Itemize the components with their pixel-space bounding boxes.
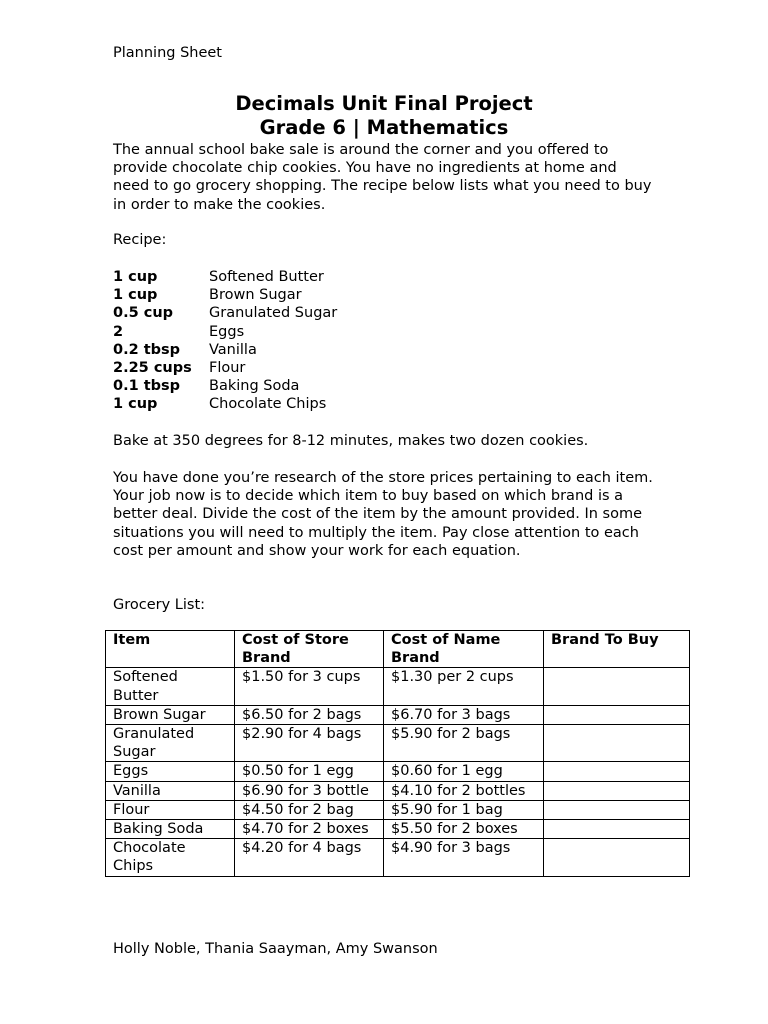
recipe-quantity: 0.2 tbsp xyxy=(113,341,181,358)
item-cell: Vanilla xyxy=(106,781,235,800)
recipe-item xyxy=(113,323,337,341)
brand-to-buy-cell[interactable] xyxy=(544,839,690,876)
header-brand-to-buy: Brand To Buy xyxy=(544,631,690,668)
recipe-ingredient: Vanilla xyxy=(209,341,257,358)
item-cell: Eggs xyxy=(106,762,235,781)
grocery-table xyxy=(105,630,690,877)
recipe-quantity: 0.1 tbsp xyxy=(113,378,181,395)
name-brand-cell: $5.90 for 1 bag xyxy=(384,800,544,819)
recipe-quantity: 1 cup xyxy=(113,396,158,413)
recipe-ingredient: Softened Butter xyxy=(209,269,324,285)
brand-to-buy-cell[interactable] xyxy=(544,781,690,800)
intro-paragraph: The annual school bake sale is around the corner and you offered to provide chocolate chip cookies. You have no ingredients at home and need to go grocery shopping. The recipe below lists what you need to buy in order to make the cookies. xyxy=(113,142,652,213)
research-paragraph: You have done you’re research of the store prices pertaining to each item. Your job now is to decide which item to buy based on which brand is a better deal. Divide the cost of the item by the amount provided. In some situations you will need to multiply the item. Pay close attention to each cost per amount and show your work for each equation. xyxy=(113,470,653,559)
authors: Holly Noble, Thania Saayman, Amy Swanson xyxy=(113,941,438,957)
recipe-quantity: 1 cup xyxy=(113,287,158,304)
brand-to-buy-cell[interactable] xyxy=(544,800,690,819)
name-brand-cell: $5.50 for 2 boxes xyxy=(384,820,544,839)
item-cell: Granulated Sugar xyxy=(106,725,235,762)
table-row xyxy=(106,800,690,819)
name-brand-cell: $0.60 for 1 egg xyxy=(384,762,544,781)
brand-to-buy-cell[interactable] xyxy=(544,705,690,724)
name-brand-cell: $6.70 for 3 bags xyxy=(384,705,544,724)
table-row xyxy=(106,820,690,839)
recipe-quantity: 0.5 cup xyxy=(113,305,174,322)
document-title xyxy=(0,92,768,140)
recipe-ingredient: Baking Soda xyxy=(209,378,300,395)
recipe-item xyxy=(113,395,337,413)
bake-note: Bake at 350 degrees for 8-12 minutes, makes two dozen cookies. xyxy=(113,433,589,449)
recipe-quantity: 1 cup xyxy=(113,269,158,285)
name-brand-cell: $5.90 for 2 bags xyxy=(384,725,544,762)
table-row xyxy=(106,762,690,781)
recipe-ingredient: Granulated Sugar xyxy=(209,305,338,322)
item-cell: Baking Soda xyxy=(106,820,235,839)
store-brand-cell: $0.50 for 1 egg xyxy=(235,762,384,781)
table-row xyxy=(106,781,690,800)
header-item: Item xyxy=(106,631,235,668)
store-brand-cell: $4.50 for 2 bag xyxy=(235,800,384,819)
grocery-list-label: Grocery List: xyxy=(113,597,206,613)
table-row xyxy=(106,705,690,724)
recipe-ingredient: Eggs xyxy=(209,323,245,340)
recipe-quantity: 2.25 cups xyxy=(113,360,192,377)
recipe-item xyxy=(113,286,337,304)
brand-to-buy-cell[interactable] xyxy=(544,762,690,781)
store-brand-cell: $6.50 for 2 bags xyxy=(235,705,384,724)
recipe-list xyxy=(113,268,337,414)
table-row xyxy=(106,668,690,705)
store-brand-cell: $6.90 for 3 bottle xyxy=(235,781,384,800)
brand-to-buy-cell[interactable] xyxy=(544,725,690,762)
item-cell: Chocolate Chips xyxy=(106,839,235,876)
item-cell: Brown Sugar xyxy=(106,705,235,724)
title-line-1: Decimals Unit Final Project xyxy=(235,92,533,115)
recipe-item xyxy=(113,268,337,286)
grocery-table-body xyxy=(106,668,690,876)
store-brand-cell: $2.90 for 4 bags xyxy=(235,725,384,762)
table-header-row xyxy=(106,631,690,668)
recipe-ingredient: Flour xyxy=(209,360,246,377)
item-cell: Flour xyxy=(106,800,235,819)
recipe-quantity: 2 xyxy=(113,323,124,340)
recipe-item xyxy=(113,377,337,395)
item-cell: Softened Butter xyxy=(106,668,235,705)
table-row xyxy=(106,725,690,762)
recipe-item xyxy=(113,359,337,377)
planning-sheet-label: Planning Sheet xyxy=(113,45,222,61)
name-brand-cell: $1.30 per 2 cups xyxy=(384,668,544,705)
brand-to-buy-cell[interactable] xyxy=(544,820,690,839)
recipe-item xyxy=(113,304,337,322)
store-brand-cell: $4.70 for 2 boxes xyxy=(235,820,384,839)
table-row xyxy=(106,839,690,876)
store-brand-cell: $4.20 for 4 bags xyxy=(235,839,384,876)
header-name-brand: Cost of Name Brand xyxy=(384,631,544,668)
name-brand-cell: $4.10 for 2 bottles xyxy=(384,781,544,800)
name-brand-cell: $4.90 for 3 bags xyxy=(384,839,544,876)
store-brand-cell: $1.50 for 3 cups xyxy=(235,668,384,705)
recipe-label: Recipe: xyxy=(113,232,167,248)
header-store-brand: Cost of Store Brand xyxy=(235,631,384,668)
recipe-ingredient: Brown Sugar xyxy=(209,287,302,304)
title-line-2: Grade 6 | Mathematics xyxy=(259,116,509,139)
recipe-item xyxy=(113,341,337,359)
brand-to-buy-cell[interactable] xyxy=(544,668,690,705)
recipe-ingredient: Chocolate Chips xyxy=(209,396,327,413)
